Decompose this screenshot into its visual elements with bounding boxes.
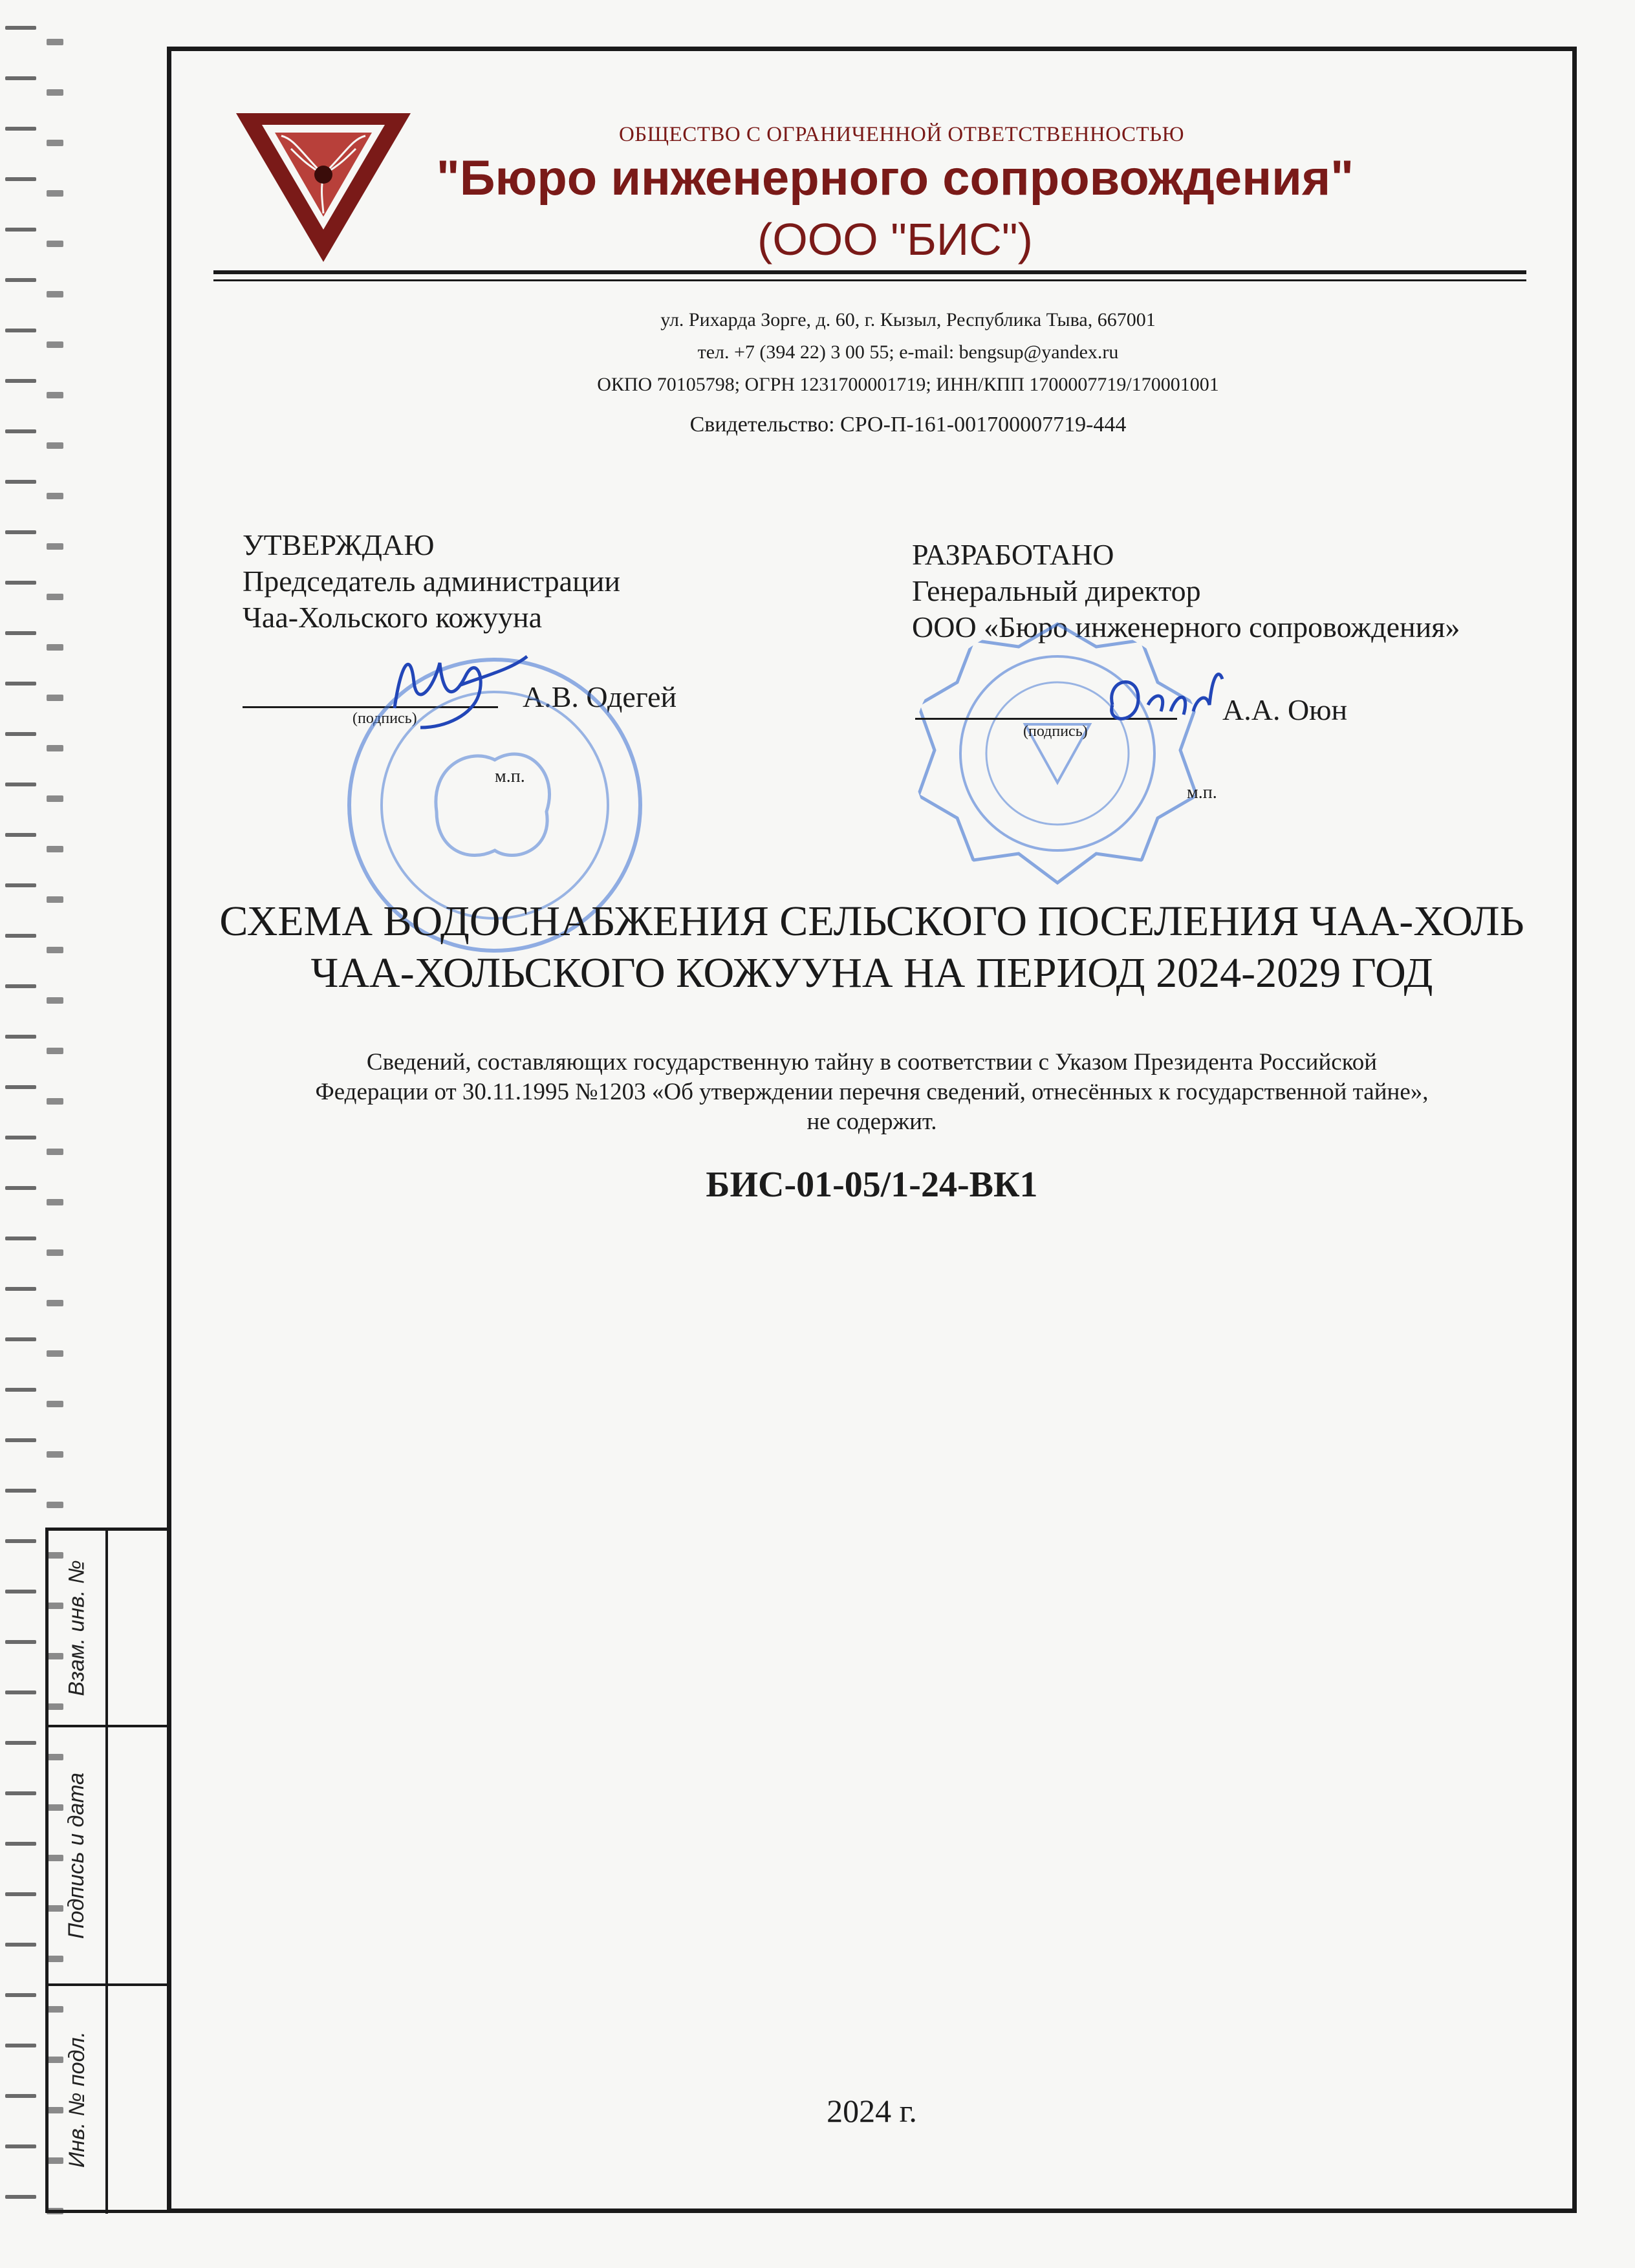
stamp-cell-replacement-inv: Взам. инв. № (64, 1559, 89, 1696)
approval-block (243, 527, 620, 636)
binding-hole (5, 2044, 36, 2047)
binding-mark (47, 493, 63, 499)
binding-hole (5, 1690, 36, 1694)
document-year: 2024 г. (827, 2093, 917, 2129)
developer-name: А.А. Оюн (1222, 693, 1348, 726)
binding-hole (5, 1539, 36, 1543)
binding-mark (47, 442, 63, 449)
secrecy-note-line3: не содержит. (807, 1108, 937, 1135)
company-registry: ОКПО 70105798; ОГРН 1231700001719; ИНН/КПП 1700007719/170001001 (597, 374, 1219, 395)
approver-seal-label: м.п. (495, 766, 525, 786)
binding-hole (5, 1237, 36, 1240)
binding-mark (47, 795, 63, 802)
binding-mark (47, 1502, 63, 1508)
binding-hole (5, 1438, 36, 1442)
binding-hole (5, 2195, 36, 2199)
document-title-line1: СХЕМА ВОДОСНАБЖЕНИЯ СЕЛЬСКОГО ПОСЕЛЕНИЯ ЧАА-ХОЛЬ (219, 898, 1524, 945)
binding-hole (5, 581, 36, 585)
binding-hole (5, 1388, 36, 1392)
company-seal (912, 621, 1203, 886)
approver-organization: Чаа-Хольского кожууна (243, 601, 543, 634)
binding-mark (47, 543, 63, 550)
secrecy-note-line2: Федерации от 30.11.1995 №1203 «Об утверждении перечня сведений, отнесённых к государственной тайне», (315, 1079, 1429, 1105)
secrecy-note (167, 1048, 1577, 1137)
binding-mark (47, 947, 63, 953)
binding-hole (5, 2144, 36, 2148)
company-phone-email: тел. +7 (394 22) 3 00 55; e-mail: bengsup@yandex.ru (697, 341, 1119, 363)
document-title (167, 896, 1577, 999)
binding-hole (5, 984, 36, 988)
approval-label: УТВЕРЖДАЮ (243, 528, 435, 561)
certificate-number: Свидетельство: СРО-П-161-001700007719-444 (689, 413, 1127, 437)
developer-organization: ООО «Бюро инженерного сопровождения» (912, 610, 1460, 643)
developer-position: Генеральный директор (912, 574, 1201, 607)
developer-signature (1093, 666, 1229, 737)
stamp-cell-signature-date: Подпись и дата (64, 1772, 89, 1939)
binding-mark (47, 291, 63, 297)
approver-signature-caption: (подпись) (352, 710, 417, 727)
binding-mark (47, 997, 63, 1004)
binding-mark (47, 1401, 63, 1407)
stamp-cell-original-inv: Инв. № подл. (64, 2031, 89, 2168)
binding-hole (5, 934, 36, 938)
org-type: ОБЩЕСТВО С ОГРАНИЧЕННОЙ ОТВЕТСТВЕННОСТЬЮ (618, 123, 1185, 146)
binding-mark (47, 1098, 63, 1105)
binding-mark (47, 1451, 63, 1458)
document-title-line2: ЧАА-ХОЛЬСКОГО КОЖУУНА НА ПЕРИОД 2024-2029 ГОД (310, 949, 1433, 997)
binding-mark (47, 1149, 63, 1155)
binding-mark (47, 896, 63, 903)
header-rule-thin (213, 279, 1526, 281)
org-short-name: (ООО "БИС") (757, 214, 1033, 265)
approver-signature (382, 637, 530, 734)
binding-mark (47, 1300, 63, 1306)
binding-hole (5, 2094, 36, 2098)
binding-mark (47, 1350, 63, 1357)
binding-hole (5, 883, 36, 887)
binding-mark (47, 89, 63, 96)
binding-mark (47, 39, 63, 45)
org-name: "Бюро инженерного сопровождения" (436, 151, 1354, 206)
binding-hole (5, 1791, 36, 1795)
header-rule (213, 270, 1526, 274)
binding-hole (5, 530, 36, 534)
binding-mark (47, 644, 63, 651)
approver-name: А.В. Одегей (523, 680, 677, 713)
binding-hole (5, 1287, 36, 1291)
developed-block (912, 537, 1460, 645)
binding-hole (5, 1035, 36, 1039)
binding-hole (5, 1741, 36, 1745)
binding-hole (5, 1842, 36, 1846)
binding-hole (5, 1993, 36, 1997)
binding-hole (5, 682, 36, 686)
binding-hole (5, 480, 36, 484)
document-code: БИС-01-05/1-24-ВК1 (706, 1165, 1038, 1205)
developer-seal-label: м.п. (1187, 783, 1217, 803)
binding-hole (5, 26, 36, 30)
approver-position: Председатель администрации (243, 565, 620, 598)
binding-hole (5, 1085, 36, 1089)
binding-mark (47, 846, 63, 852)
binding-mark (47, 745, 63, 751)
binding-hole (5, 1136, 36, 1139)
inventory-side-stamp (45, 1528, 168, 2213)
binding-mark (47, 695, 63, 701)
binding-hole (5, 1489, 36, 1493)
secrecy-note-line1: Сведений, составляющих государственную тайну в соответствии с Указом Президента Российской (366, 1049, 1378, 1075)
binding-hole (5, 833, 36, 837)
binding-mark (47, 594, 63, 600)
binding-mark (47, 1048, 63, 1054)
binding-hole (5, 1943, 36, 1947)
binding-hole (5, 76, 36, 80)
company-address: ул. Рихарда Зорге, д. 60, г. Кызыл, Республика Тыва, 667001 (660, 309, 1156, 330)
binding-hole (5, 1337, 36, 1341)
binding-mark (47, 1249, 63, 1256)
binding-hole (5, 278, 36, 282)
binding-mark (47, 1199, 63, 1205)
binding-hole (5, 1186, 36, 1190)
binding-hole (5, 1640, 36, 1644)
binding-hole (5, 1892, 36, 1896)
binding-hole (5, 631, 36, 635)
binding-hole (5, 732, 36, 736)
developed-label: РАЗРАБОТАНО (912, 538, 1114, 571)
binding-hole (5, 783, 36, 786)
developer-signature-caption: (подпись) (1023, 723, 1088, 740)
binding-hole (5, 1590, 36, 1593)
